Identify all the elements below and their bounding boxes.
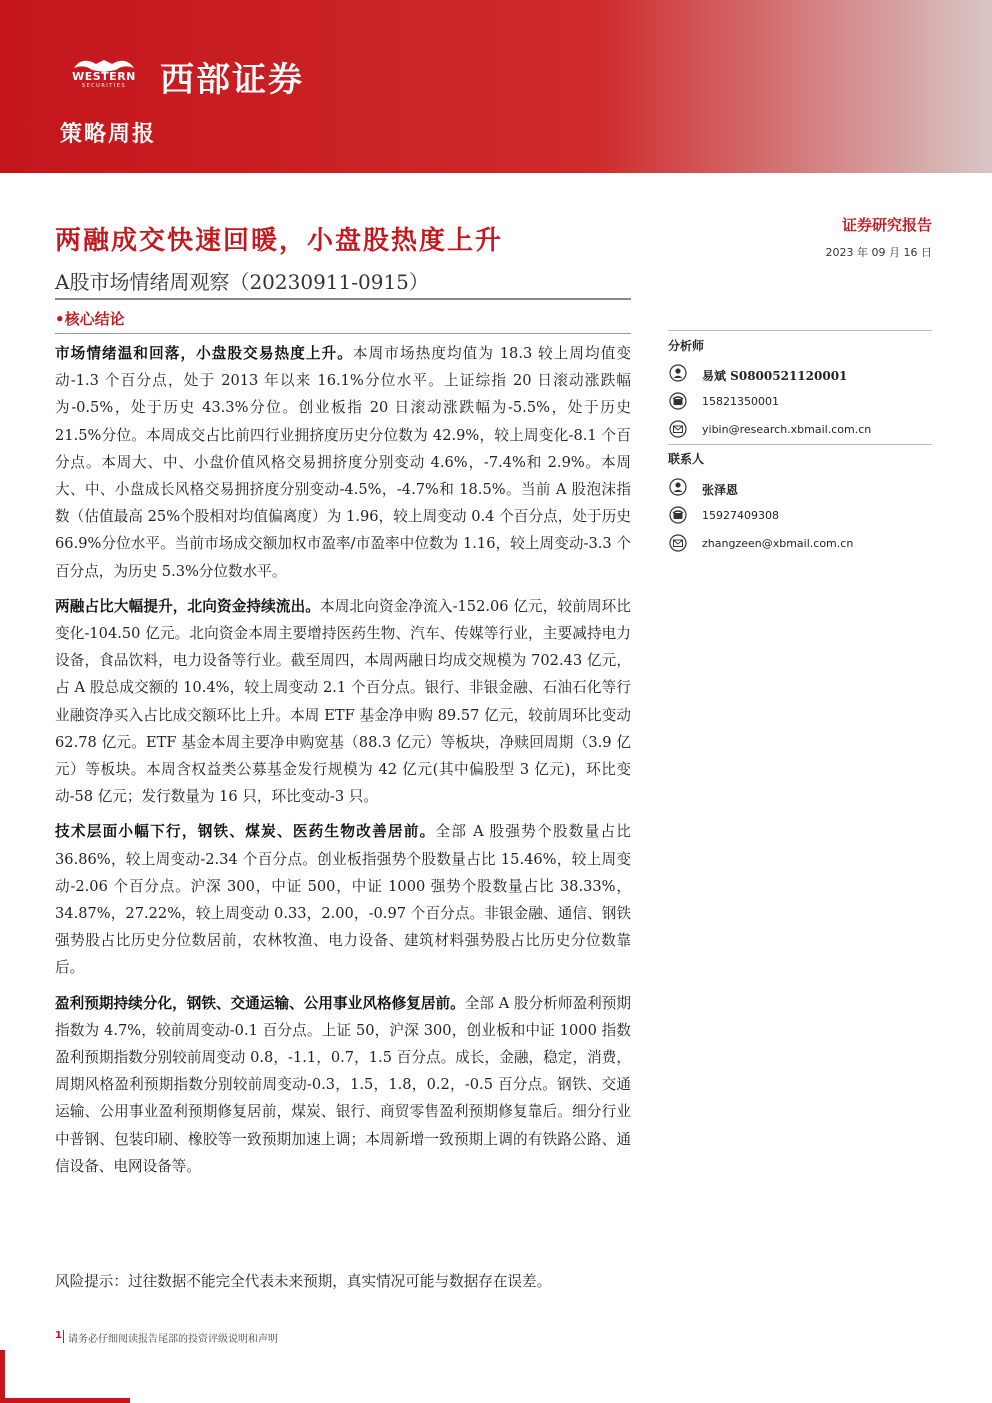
logo-english-sub: SECURITIES	[81, 83, 127, 89]
page-number: 1	[55, 1330, 62, 1341]
analyst-email-row	[668, 420, 932, 442]
analyst-name-row	[668, 364, 932, 386]
paragraph-sentiment	[55, 340, 631, 585]
paragraph-lead: 技术层面小幅下行，钢铁、煤炭、医药生物改善居前。	[55, 823, 436, 841]
analyst-heading: 分析师	[668, 339, 705, 353]
paragraph-technical	[55, 818, 631, 981]
person-icon	[668, 478, 688, 496]
phone-icon	[668, 392, 688, 410]
paragraph-lead: 两融占比大幅提升，北向资金持续流出。	[55, 597, 321, 615]
footer-disclaimer: 请务必仔细阅读报告尾部的投资评级说明和声明	[68, 1334, 278, 1345]
report-subtitle: A股市场情绪周观察（20230911-0915）	[55, 270, 429, 294]
paragraph-text: 本周市场热度均值为 18.3 较上周均值变动-1.3 个百分点，处于 2013 年以来 16.1%分位水平。上证综指 20 日滚动涨跌幅为-0.5%，处于历史 43.3%分位。创业板指 20 日滚动涨跌幅为-5.5%，处于历史 21.5%分位。本周成交占比前四行业拥挤度历史分位数为 42.9%，较上周变化-8.1 个百分点。本周大、中、小盘价值风格交易拥挤度分别变动 4.6%，-7.4%和 2.9%。本周大、中、小盘成长风格交易拥挤度分别变动-4.5%，-4.7%和 18.5%。当前 A 股泡沫指数（估值最高 25%个股相对均值偏离度）为 1.96，较上周变动 0.4 个百分点，处于历史 66.9%分位水平。当前市场成交额加权市盈率/市盈率中位数为 1.16，较上周变动-3.3 个百分点，为历史 5.3%分位数水平。	[55, 345, 631, 580]
email-icon	[668, 420, 688, 438]
paragraph-earnings	[55, 990, 631, 1180]
paragraph-funds	[55, 593, 631, 811]
paragraph-lead: 市场情绪温和回落，小盘股交易热度上升。	[55, 345, 353, 362]
core-divider	[55, 333, 631, 334]
contact-phone-row	[668, 506, 932, 528]
risk-warning: 风险提示：过往数据不能完全代表未来预期，真实情况可能与数据存在误差。	[55, 1273, 552, 1290]
title-divider	[55, 298, 631, 300]
header-banner	[0, 0, 992, 173]
core-conclusion-label: •核心结论	[55, 310, 125, 328]
paragraph-text: 全部 A 股分析师盈利预期指数为 4.7%，较前周变动-0.1 百分点。上证 50，沪深 300，创业板和中证 1000 指数盈利预期指数分别较前周变动 0.8，-1.1，0.7，1.5 百分点。成长，金融，稳定，消费，周期风格盈利预期指数分别较前周变动-0.3，1.5，1.8，0.2，-0.5 百分点。钢铁、交通运输、公用事业盈利预期修复居前，煤炭、银行、商贸零售盈利预期修复靠后。细分行业中普钢、包装印刷、橡胶等一致预期加速上调；本周新增一致预期上调的有铁路公路、通信设备、电网设备等。	[55, 994, 631, 1175]
contact-name-row	[668, 478, 932, 500]
contact-email-row	[668, 534, 932, 556]
contact-name: 张泽恩	[702, 483, 739, 497]
report-type: 策略周报	[60, 121, 157, 147]
report-title: 两融成交快速回暖，小盘股热度上升	[55, 226, 504, 256]
paragraph-text: 本周北向资金净流入-152.06 亿元，较前周环比变化-104.50 亿元。北向资金本周主要增持医药生物、汽车、传媒等行业，主要减持电力设备，食品饮料，电力设备等行业。截至周四，本周两融日均成交规模为 702.43 亿元，占 A 股总成交额的 10.4%，较上周变动 2.1 个百分点。银行、非银金融、石油石化等行业融资净买入占比成交额环比上升。本周 ETF 基金净申购 89.57 亿元，较前周环比变动 62.78 亿元。ETF 基金本周主要净申购宽基（88.3 亿元）等板块，净赎回周期（3.9 亿元）等板块。本周含权益类公募基金发行规模为 42 亿元(其中偏股型 3 亿元)，环比变动-58 亿元；发行数量为 16 只，环比变动-3 只。	[55, 597, 631, 806]
report-category: 证券研究报告	[841, 216, 932, 234]
paragraph-text: 全部 A 股强势个股数量占比 36.86%，较上周变动-2.34 个百分点。创业板指强势个股数量占比 15.46%，较上周变动-2.06 个百分点。沪深 300，中证 500，中证 1000 强势个股数量占比 38.33%，34.87%，27.22%，较上周变动 0.33，2.00，-0.97 个百分点。非银金融、通信、钢铁强势股占比历史分位数居前，农林牧渔、电力设备、建筑材料强势股占比历史分位数靠后。	[55, 823, 631, 977]
person-icon	[668, 364, 688, 382]
sidebar-divider	[668, 330, 932, 331]
logo-english: WESTERN	[72, 70, 136, 83]
contact-heading: 联系人	[668, 452, 705, 466]
logo-chinese: 西部证券	[160, 60, 304, 100]
email-icon	[668, 534, 688, 552]
analyst-email[interactable]: yibin@research.xbmail.com.cn	[702, 423, 872, 436]
report-body	[55, 340, 631, 1188]
analyst-phone: 15821350001	[702, 395, 779, 408]
sidebar-divider	[668, 444, 932, 445]
phone-icon	[668, 506, 688, 524]
contact-email[interactable]: zhangzeen@xbmail.com.cn	[702, 537, 854, 550]
corner-accent-vertical	[0, 1350, 5, 1403]
analyst-phone-row	[668, 392, 932, 414]
report-date: 2023 年 09 月 16 日	[825, 246, 932, 259]
contact-phone: 15927409308	[702, 509, 779, 522]
footer-divider	[63, 1330, 64, 1343]
paragraph-lead: 盈利预期持续分化，钢铁、交通运输、公用事业风格修复居前。	[55, 994, 465, 1012]
analyst-name: 易斌 S0800521120001	[702, 369, 848, 383]
corner-accent-horizontal	[0, 1398, 130, 1403]
